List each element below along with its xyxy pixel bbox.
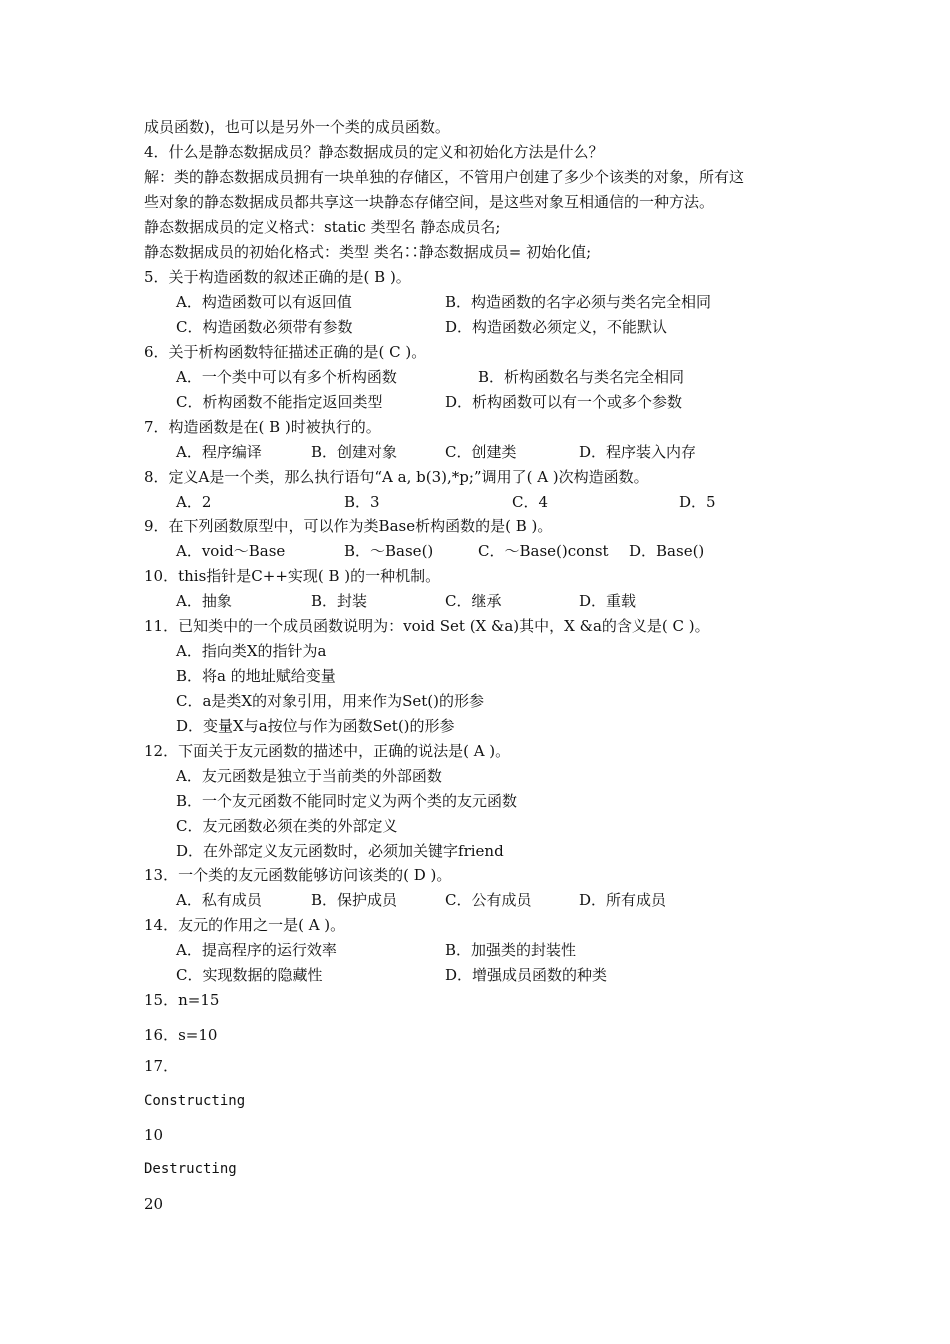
question-4: 4．什么是静态数据成员？静态数据成员的定义和初始化方法是什么？ — [144, 143, 604, 161]
q12-option-b: B．一个友元函数不能同时定义为两个类的友元函数 — [176, 792, 518, 810]
q5-option-d: D．构造函数必须定义，不能默认 — [445, 318, 668, 336]
q14-option-a: A．提高程序的运行效率 — [176, 941, 337, 959]
q11-option-c: C．a是类X的对象引用，用来作为Set()的形参 — [176, 692, 484, 710]
q9-option-a: A．void～Base — [176, 542, 286, 560]
answer-15: 15．n=15 — [144, 991, 220, 1009]
q5-option-c: C．构造函数必须带有参数 — [176, 318, 353, 336]
question-6-stem: 6．关于析构函数特征描述正确的是( C )。 — [144, 343, 427, 361]
q8-option-b: B．3 — [344, 493, 380, 511]
question-13-stem: 13．一个类的友元函数能够访问该类的( D )。 — [144, 866, 452, 884]
output-line-3: Destructing — [144, 1161, 237, 1177]
question-8-stem: 8．定义A是一个类，那么执行语句“A a, b(3),*p;”调用了( A )次构造函数。 — [144, 468, 649, 486]
question-14-stem: 14．友元的作用之一是( A )。 — [144, 916, 346, 934]
q11-option-b: B．将a 的地址赋给变量 — [176, 667, 336, 685]
q6-option-d: D．析构函数可以有一个或多个参数 — [445, 393, 683, 411]
init-format: 静态数据成员的初始化格式：类型 类名∷静态数据成员= 初始化值; — [144, 243, 592, 261]
q9-option-c: C．～Base()const — [478, 542, 609, 560]
q5-option-b: B．构造函数的名字必须与类名完全相同 — [445, 293, 712, 311]
q11-option-a: A．指向类X的指针为a — [176, 642, 327, 660]
q12-option-a: A．友元函数是独立于当前类的外部函数 — [176, 767, 442, 785]
q10-option-b: B．封装 — [311, 592, 368, 610]
q6-option-a: A．一个类中可以有多个析构函数 — [176, 368, 397, 386]
q5-option-a: A．构造函数可以有返回值 — [176, 293, 352, 311]
output-line-1: Constructing — [144, 1093, 246, 1109]
output-line-4: 20 — [144, 1195, 164, 1213]
q14-option-c: C．实现数据的隐藏性 — [176, 966, 323, 984]
output-line-2: 10 — [144, 1126, 164, 1144]
question-7-stem: 7．构造函数是在( B )时被执行的。 — [144, 418, 381, 436]
q13-option-a: A．私有成员 — [176, 891, 262, 909]
question-9-stem: 9．在下列函数原型中，可以作为类Base析构函数的是( B )。 — [144, 517, 553, 535]
q7-option-a: A．程序编译 — [176, 443, 262, 461]
definition-format: 静态数据成员的定义格式：static 类型名 静态成员名; — [144, 218, 501, 236]
q10-option-c: C．继承 — [445, 592, 502, 610]
q14-option-b: B．加强类的封装性 — [445, 941, 577, 959]
intro-line: 成员函数)，也可以是另外一个类的成员函数。 — [144, 118, 450, 136]
question-10-stem: 10．this指针是C++实现( B )的一种机制。 — [144, 567, 441, 585]
q8-option-a: A．2 — [176, 493, 212, 511]
question-12-stem: 12．下面关于友元函数的描述中，正确的说法是( A )。 — [144, 742, 511, 760]
q9-option-d: D．Base() — [629, 542, 705, 560]
q13-option-c: C．公有成员 — [445, 891, 532, 909]
q7-option-c: C．创建类 — [445, 443, 517, 461]
q7-option-b: B．创建对象 — [311, 443, 398, 461]
q14-option-d: D．增强成员函数的种类 — [445, 966, 608, 984]
answer-17-label: 17． — [144, 1057, 179, 1075]
q13-option-b: B．保护成员 — [311, 891, 398, 909]
q8-option-d: D．5 — [679, 493, 716, 511]
question-5-stem: 5．关于构造函数的叙述正确的是( B )。 — [144, 268, 411, 286]
answer-16: 16．s=10 — [144, 1026, 218, 1044]
q9-option-b: B．～Base() — [344, 542, 434, 560]
answer-line-2: 些对象的静态数据成员都共享这一块静态存储空间，是这些对象互相通信的一种方法。 — [144, 193, 715, 211]
q6-option-c: C．析构函数不能指定返回类型 — [176, 393, 383, 411]
q13-option-d: D．所有成员 — [579, 891, 667, 909]
q12-option-c: C．友元函数必须在类的外部定义 — [176, 817, 398, 835]
q11-option-d: D．变量X与a按位与作为函数Set()的形参 — [176, 717, 455, 735]
question-11-stem: 11．已知类中的一个成员函数说明为：void Set (X &a)其中，X &a的含义是( C )。 — [144, 617, 710, 635]
q7-option-d: D．程序装入内存 — [579, 443, 697, 461]
q10-option-d: D．重载 — [579, 592, 637, 610]
answer-line-1: 解：类的静态数据成员拥有一块单独的存储区，不管用户创建了多少个该类的对象，所有这 — [144, 168, 745, 186]
q8-option-c: C．4 — [512, 493, 549, 511]
q12-option-d: D．在外部定义友元函数时，必须加关键字friend — [176, 842, 504, 860]
q10-option-a: A．抽象 — [176, 592, 232, 610]
q6-option-b: B．析构函数名与类名完全相同 — [478, 368, 685, 386]
